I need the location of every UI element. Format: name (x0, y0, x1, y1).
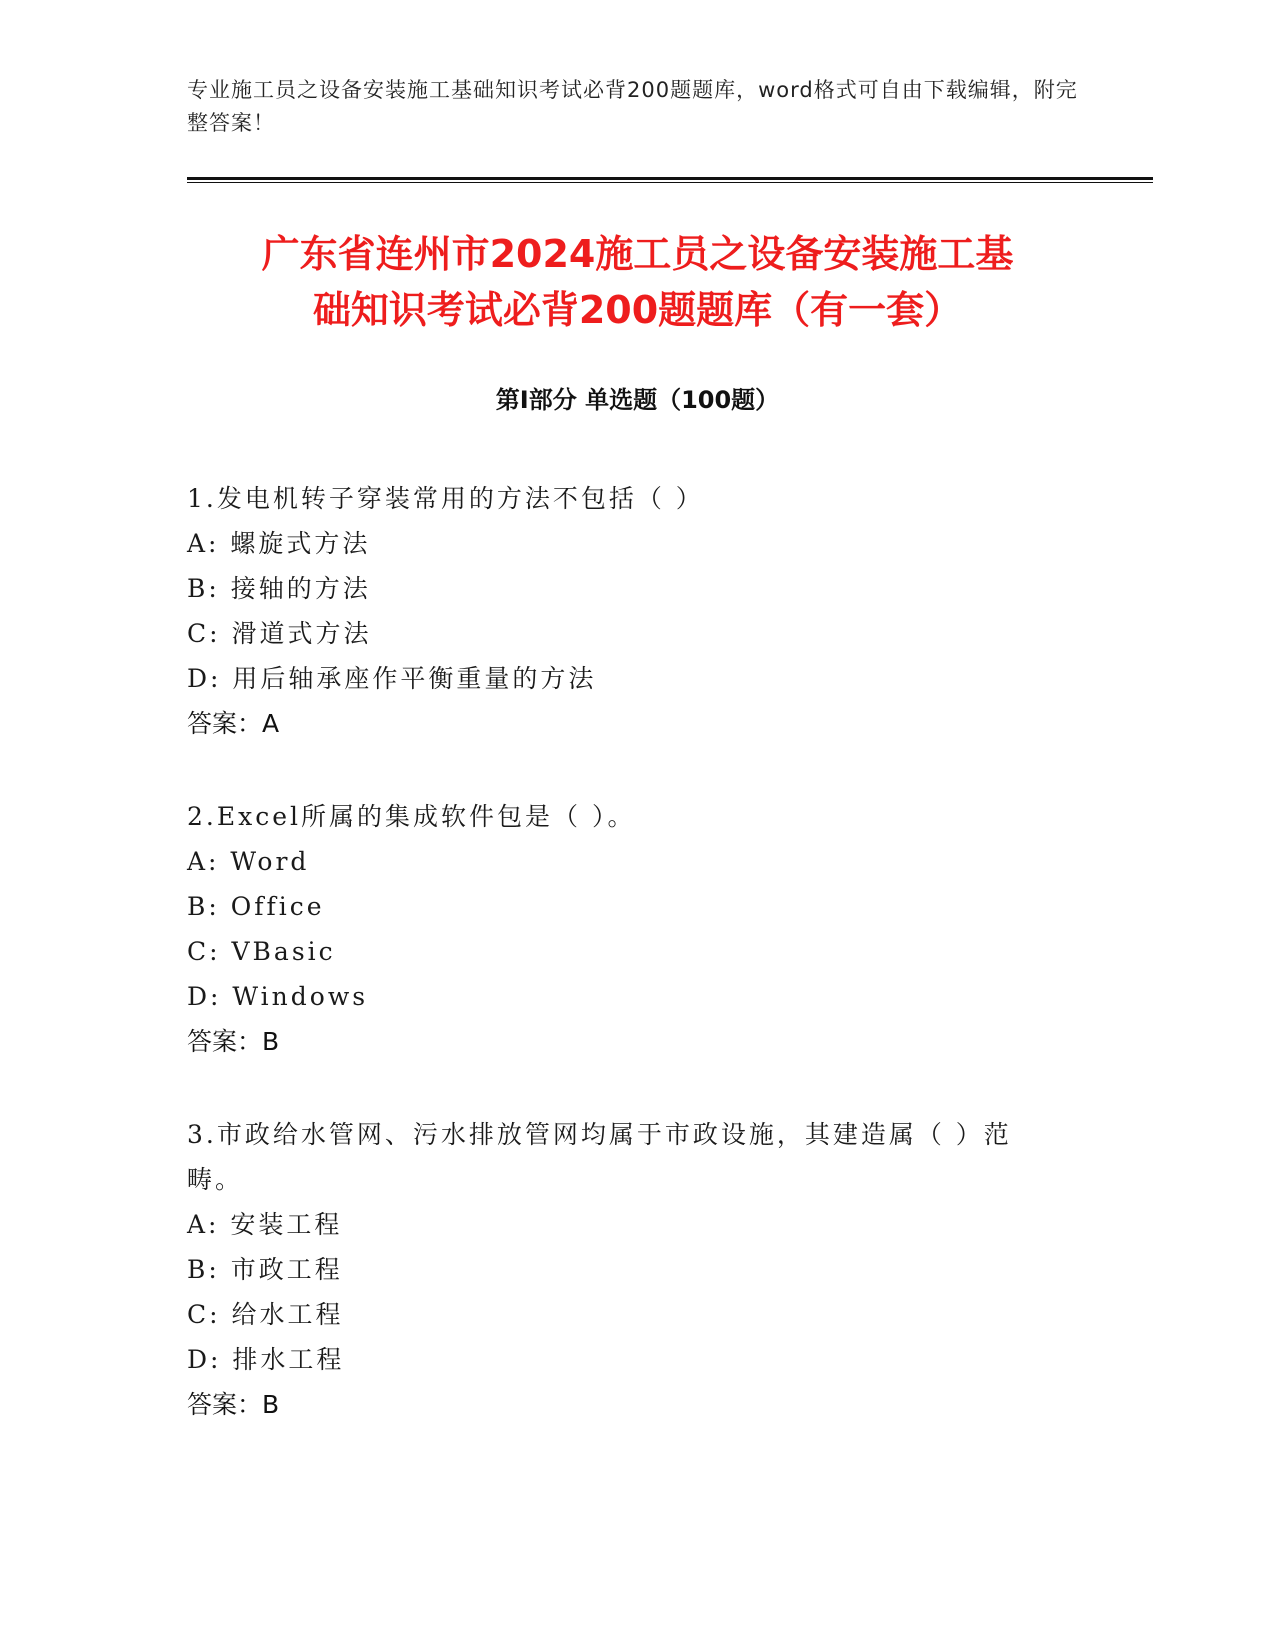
option-a: A: 螺旋式方法 (187, 529, 371, 558)
answer: 答案：B (187, 1027, 280, 1056)
question-list (187, 476, 1087, 1475)
section-title: 第I部分 单选题（100题） (495, 386, 780, 414)
option-d: D: 用后轴承座作平衡重量的方法 (187, 664, 597, 693)
document-title-line-2: 础知识考试必背200题题库（有一套） (312, 288, 963, 332)
question-3 (187, 1112, 1087, 1427)
answer: 答案：A (187, 709, 280, 738)
option-b: B: 接轴的方法 (187, 574, 371, 603)
option-b: B: Office (187, 892, 325, 921)
header-rule-thick (187, 177, 1153, 180)
question-stem: 2.Excel所属的集成软件包是（ ）。 (187, 802, 636, 831)
option-d: D: Windows (187, 982, 369, 1011)
header-note: 专业施工员之设备安装施工基础知识考试必背200题题库，word格式可自由下载编辑，附完整答案！ (187, 78, 1078, 135)
question-2 (187, 794, 1087, 1064)
question-stem: 1.发电机转子穿装常用的方法不包括（ ） (187, 484, 704, 513)
option-a: A: Word (187, 847, 310, 876)
option-c: C: VBasic (187, 937, 336, 966)
header-rule-thin (187, 182, 1153, 183)
option-b: B: 市政工程 (187, 1255, 343, 1284)
answer: 答案：B (187, 1390, 280, 1419)
document-title (150, 226, 1125, 338)
document-title-line-1: 广东省连州市2024施工员之设备安装施工基 (261, 232, 1014, 276)
question-stem: 3.市政给水管网、污水排放管网均属于市政设施，其建造属（ ）范畴。 (187, 1120, 1012, 1194)
option-d: D: 排水工程 (187, 1345, 345, 1374)
option-a: A: 安装工程 (187, 1210, 343, 1239)
option-c: C: 滑道式方法 (187, 619, 372, 648)
question-1 (187, 476, 1087, 746)
option-c: C: 给水工程 (187, 1300, 344, 1329)
